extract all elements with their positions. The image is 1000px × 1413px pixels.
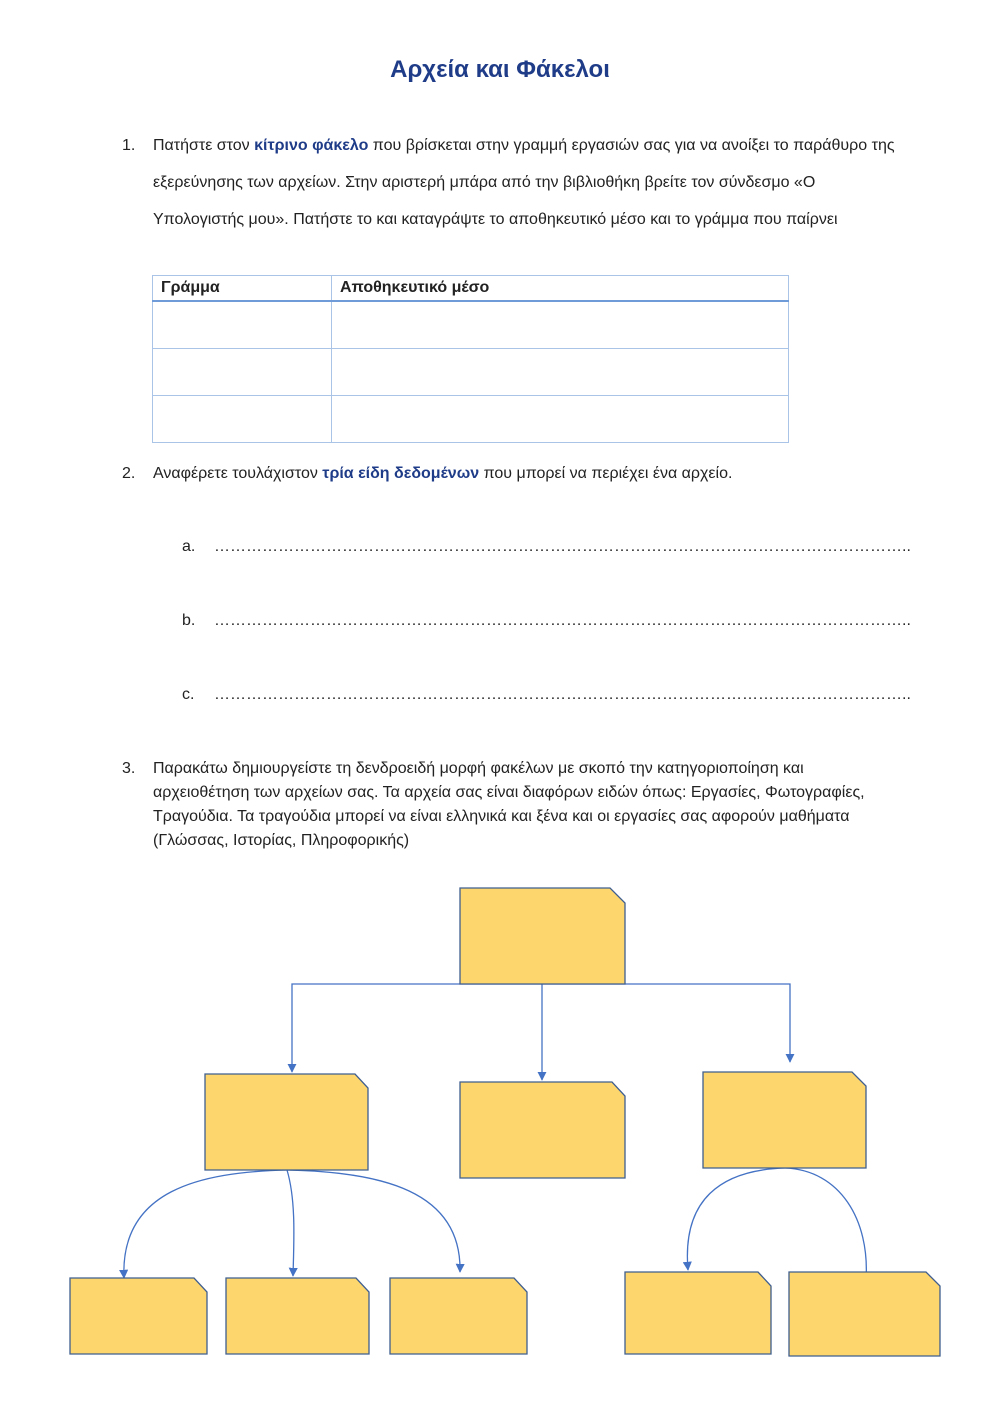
connector-left-child-1 xyxy=(124,1170,287,1278)
folder-box-level2-4[interactable] xyxy=(625,1272,771,1354)
question-1-number: 1. xyxy=(122,137,136,154)
connector-root-left xyxy=(292,984,542,1072)
question-3-text: Παρακάτω δημιουργείστε τη δενδροειδή μορφή φακέλων με σκοπό την κατηγοριοποίηση και αρχειοθέτηση των αρχείων σας. Τα αρχεία σας είναι διαφόρων ειδών όπως: Εργασίες, Φωτογραφίες, Τραγούδια. Τα τραγούδια μπορεί να είναι ελληνικά και ξένα και οι εργασίες σας αφορούν μαθήματα (Γλώσσας, Ιστορίας, Πληροφορικής) xyxy=(153,760,865,849)
connector-left-child-3 xyxy=(287,1170,460,1272)
folder-box-level1-left[interactable] xyxy=(205,1074,368,1170)
question-1-highlight: κίτρινο φάκελο xyxy=(254,137,369,154)
question-1-text-a: Πατήστε στον xyxy=(153,137,255,154)
answer-letter: c. xyxy=(182,686,195,703)
connector-right-child-1 xyxy=(687,1168,785,1270)
answer-dots: ………………………………………………………………………………………………………………….. xyxy=(214,538,911,555)
question-2-text-a: Αναφέρετε τουλάχιστον xyxy=(153,465,323,482)
answer-dots: ………………………………………………………………………………………………………………….. xyxy=(214,612,911,629)
connector-left-child-2 xyxy=(287,1170,294,1276)
page-title: Αρχεία και Φάκελοι xyxy=(390,56,610,83)
folder-box-level2-5[interactable] xyxy=(789,1272,940,1356)
folder-box-level2-1[interactable] xyxy=(70,1278,207,1354)
folder-box-level1-right[interactable] xyxy=(703,1072,866,1168)
answer-letter: a. xyxy=(182,538,196,555)
table-header-storage: Αποθηκευτικό μέσο xyxy=(332,276,789,302)
question-2-highlight: τρία είδη δεδομένων xyxy=(322,465,480,482)
question-3-number: 3. xyxy=(122,760,136,777)
folder-box-level2-2[interactable] xyxy=(226,1278,369,1354)
folder-box-level1-middle[interactable] xyxy=(460,1082,625,1178)
question-1-text-b: που βρίσκεται στην γραμμή εργασιών σας για να ανοίξει το παράθυρο της εξερεύνησης των αρχείων. Στην αριστερή μπάρα από την βιβλιοθήκη βρείτε τον σύνδεσμο «Ο Υπολογιστής μου». Πατήστε το και καταγράψτε το αποθηκευτικό μέσο και το γράμμα που παίρνει xyxy=(153,137,895,228)
question-2-text-b: που μπορεί να περιέχει ένα αρχείο. xyxy=(479,465,733,482)
question-2-number: 2. xyxy=(122,465,136,482)
answer-dots: ………………………………………………………………………………………………………………….. xyxy=(214,686,911,703)
folder-box-level2-3[interactable] xyxy=(390,1278,527,1354)
connector-right-child-2 xyxy=(785,1168,866,1280)
table-header-letter: Γράμμα xyxy=(153,276,332,302)
folder-box-root[interactable] xyxy=(460,888,625,984)
answer-letter: b. xyxy=(182,612,196,629)
connector-root-right xyxy=(542,984,790,1062)
